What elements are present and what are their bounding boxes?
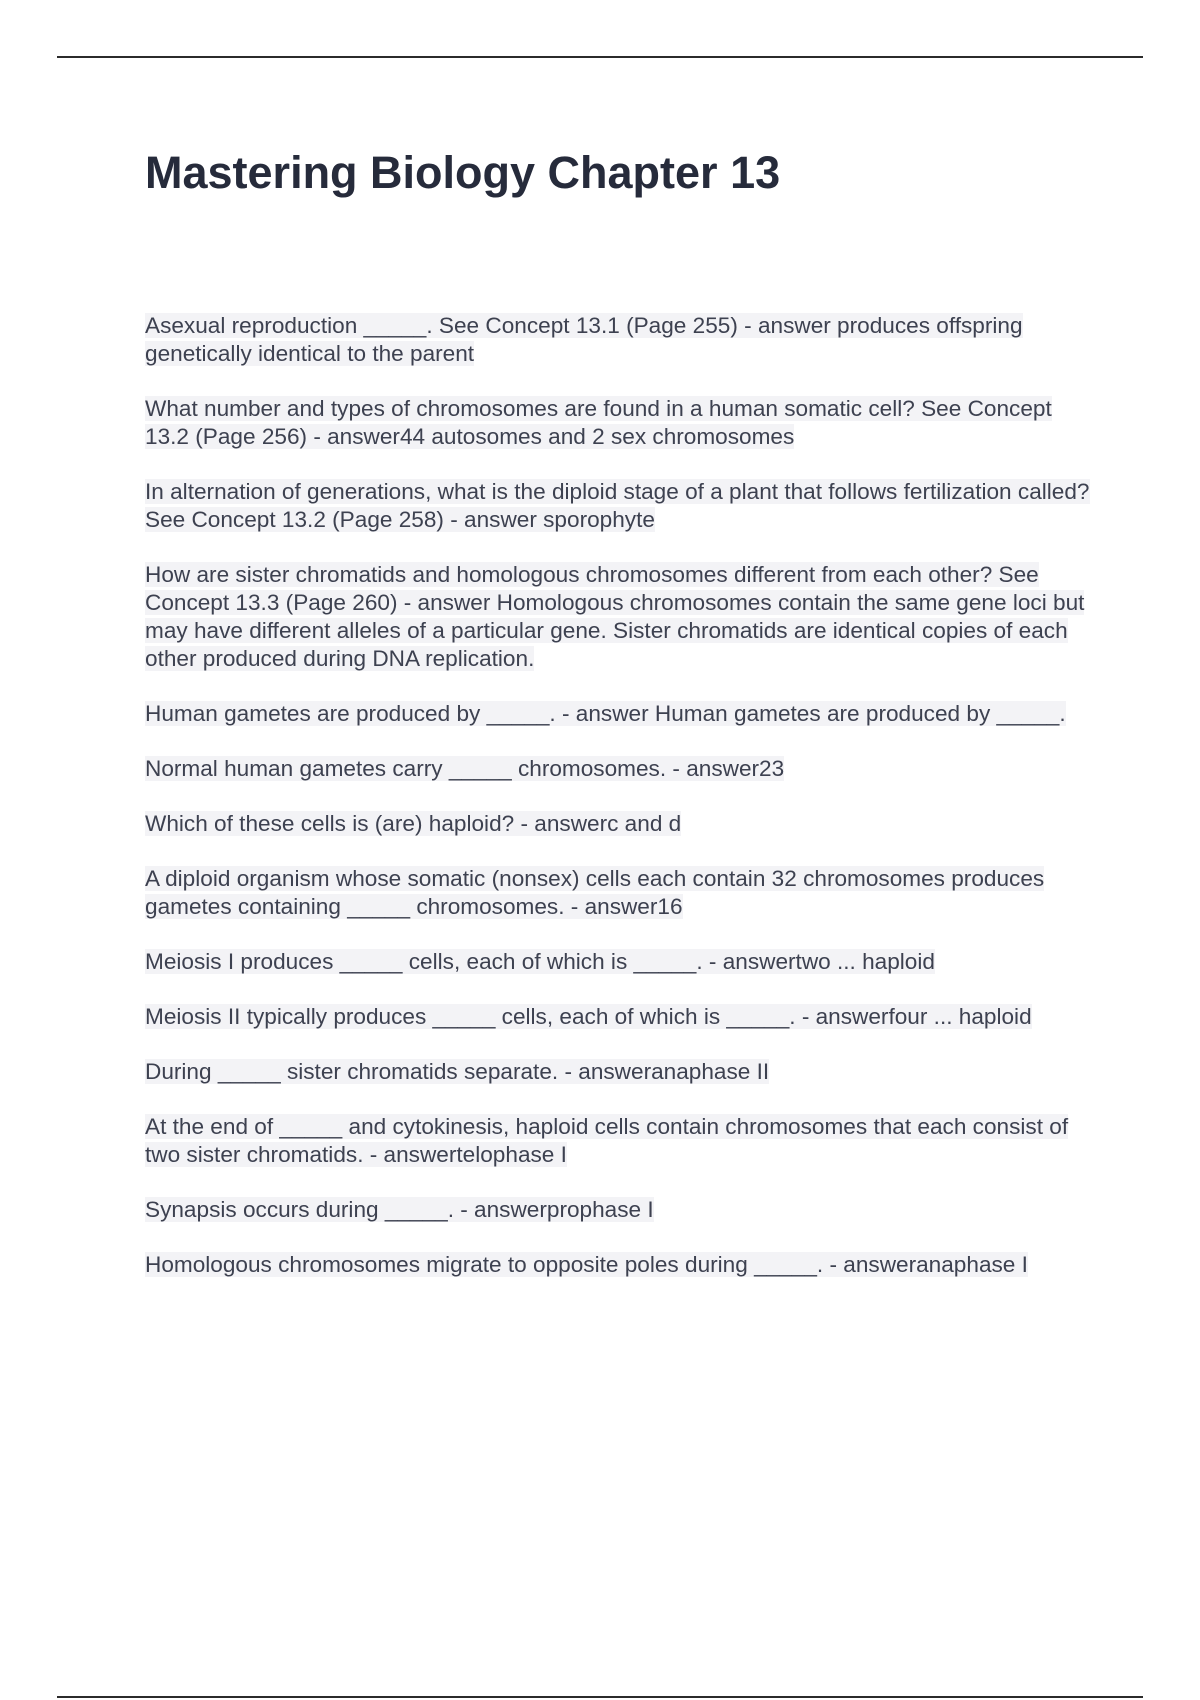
- qa-text: During _____ sister chromatids separate. - answeranaphase II: [145, 1059, 770, 1084]
- list-item: [145, 561, 1090, 673]
- qa-text: Meiosis I produces _____ cells, each of which is _____. - answertwo ... haploid: [145, 949, 935, 974]
- qa-text: Asexual reproduction _____. See Concept 13.1 (Page 255) - answer produces offspring genetically identical to the parent: [145, 313, 1023, 366]
- list-item: [145, 478, 1090, 534]
- qa-text: Normal human gametes carry _____ chromosomes. - answer23: [145, 756, 785, 781]
- qa-text: A diploid organism whose somatic (nonsex) cells each contain 32 chromosomes produces gametes containing _____ chromosomes. - answer16: [145, 866, 1045, 919]
- page-title: Mastering Biology Chapter 13: [145, 147, 781, 198]
- qa-text: Homologous chromosomes migrate to opposite poles during _____. - answeranaphase I: [145, 1252, 1028, 1277]
- qa-text: In alternation of generations, what is the diploid stage of a plant that follows fertilization called? See Concept 13.2 (Page 258) - answer sporophyte: [145, 479, 1090, 532]
- list-item: [145, 755, 1090, 783]
- list-item: [145, 312, 1090, 368]
- qa-text: How are sister chromatids and homologous chromosomes different from each other? See Concept 13.3 (Page 260) - answer Homologous chromosomes contain the same gene loci but may have different alleles of a particular gene. Sister chromatids are identical copies of each other produced during DNA replication.: [145, 562, 1085, 671]
- list-item: [145, 810, 1090, 838]
- list-item: [145, 865, 1090, 921]
- list-item: [145, 1113, 1090, 1169]
- qa-text: Synapsis occurs during _____. - answerprophase I: [145, 1197, 654, 1222]
- qa-text: Meiosis II typically produces _____ cells, each of which is _____. - answerfour ... haploid: [145, 1004, 1032, 1029]
- bottom-rule: [57, 1696, 1143, 1698]
- qa-text: Which of these cells is (are) haploid? - answerc and d: [145, 811, 682, 836]
- list-item: [145, 1058, 1090, 1086]
- qa-text: Human gametes are produced by _____. - answer Human gametes are produced by _____.: [145, 701, 1066, 726]
- list-item: [145, 948, 1090, 976]
- qa-text: At the end of _____ and cytokinesis, haploid cells contain chromosomes that each consist of two sister chromatids. - answertelophase I: [145, 1114, 1069, 1167]
- qa-list: [145, 312, 1090, 1306]
- list-item: [145, 1251, 1090, 1279]
- list-item: [145, 700, 1090, 728]
- qa-text: What number and types of chromosomes are found in a human somatic cell? See Concept 13.2 (Page 256) - answer44 autosomes and 2 sex chromosomes: [145, 396, 1052, 449]
- top-rule: [57, 56, 1143, 58]
- list-item: [145, 1003, 1090, 1031]
- list-item: [145, 1196, 1090, 1224]
- list-item: [145, 395, 1090, 451]
